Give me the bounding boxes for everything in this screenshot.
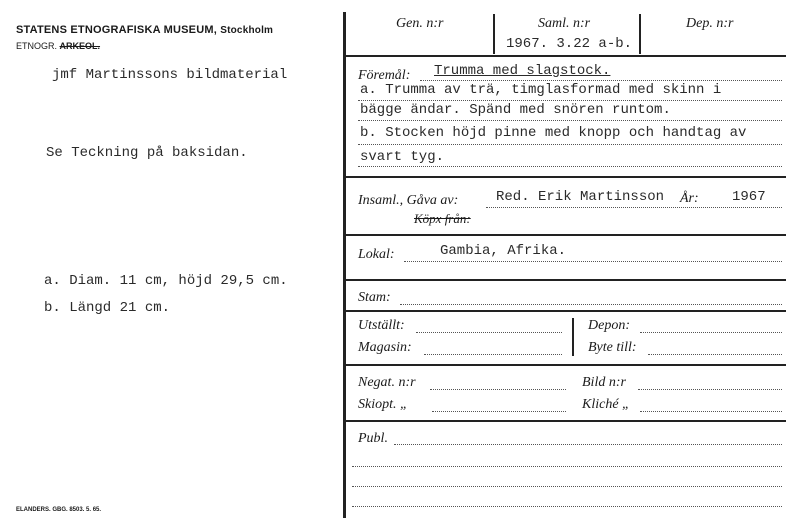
dotted-rule (420, 80, 782, 81)
dotted-rule (394, 444, 782, 445)
kliche-label: Kliché „ (582, 397, 630, 412)
foremal-value: Trumma med slagstock. (434, 63, 611, 79)
dotted-rule (430, 389, 566, 390)
museum-name: STATENS ETNOGRAFISKA MUSEUM, (16, 24, 217, 36)
museum-city: Stockholm (220, 25, 274, 36)
skiopt-label: Skiopt. „ (358, 397, 408, 412)
dotted-rule (648, 354, 782, 355)
negat-label: Negat. n:r (358, 375, 416, 390)
card-divider (343, 12, 346, 518)
department-line (16, 41, 100, 51)
dotted-rule (404, 261, 782, 262)
dotted-rule (358, 166, 782, 167)
publ-label: Publ. (358, 431, 388, 446)
utstallt-depon-divider (572, 318, 574, 356)
foremal-rule (346, 176, 786, 178)
dept-etnogr: ETNOGR. (16, 41, 58, 51)
foremal-desc-1: a. Trumma av trä, timglasformad med skinn i (360, 82, 722, 98)
skiopt-rule (346, 420, 786, 422)
foremal-desc-4: svart tyg. (360, 149, 445, 165)
dotted-rule (432, 411, 566, 412)
header-divider-1 (493, 14, 495, 54)
foremal-desc-3: b. Stocken höjd pinne med knopp och handtag av (360, 125, 747, 141)
saml-label: Saml. n:r (538, 16, 591, 31)
dotted-rule (358, 144, 782, 145)
lokal-label: Lokal: (358, 247, 395, 262)
lokal-rule (346, 279, 786, 281)
utstallt-label: Utställt: (358, 318, 405, 333)
dotted-rule (352, 506, 782, 507)
foremal-desc-2: bägge ändar. Spänd med snören runtom. (360, 102, 671, 118)
note-line-3: a. Diam. 11 cm, höjd 29,5 cm. (44, 273, 288, 289)
dotted-rule (424, 354, 562, 355)
foremal-label: Föremål: (358, 68, 411, 83)
dotted-rule (352, 486, 782, 487)
lokal-value: Gambia, Afrika. (440, 243, 567, 259)
header-rule (346, 55, 786, 57)
ar-value: 1967 (732, 189, 766, 205)
dotted-rule (358, 120, 782, 121)
insaml-rule (346, 234, 786, 236)
stam-label: Stam: (358, 290, 391, 305)
museum-header (16, 24, 273, 36)
byte-label: Byte till: (588, 340, 637, 355)
dotted-rule (358, 100, 782, 101)
note-line-2: Se Teckning på baksidan. (46, 145, 248, 161)
dotted-rule (486, 207, 782, 208)
saml-value: 1967. 3.22 a-b. (506, 36, 633, 52)
dotted-rule (640, 332, 782, 333)
header-divider-2 (639, 14, 641, 54)
dotted-rule (640, 411, 782, 412)
magasin-rule (346, 364, 786, 366)
dotted-rule (352, 466, 782, 467)
dotted-rule (400, 304, 782, 305)
stam-rule (346, 310, 786, 312)
dotted-rule (638, 389, 782, 390)
note-line-4: b. Längd 21 cm. (44, 300, 171, 316)
dep-label: Dep. n:r (686, 16, 734, 31)
bild-label: Bild n:r (582, 375, 626, 390)
dept-arkeol-struck: ARKEOL. (59, 41, 101, 51)
kop-fran-struck: Köpx från: (414, 211, 471, 226)
gen-label: Gen. n:r (396, 16, 444, 31)
magasin-label: Magasin: (358, 340, 412, 355)
dotted-rule (416, 332, 562, 333)
insaml-label: Insaml., Gåva av: (358, 193, 459, 208)
note-line-1: jmf Martinssons bildmaterial (52, 67, 288, 83)
insaml-value: Red. Erik Martinsson (496, 189, 665, 205)
depon-label: Depon: (588, 318, 630, 333)
printer-mark: ELANDERS. GBG. 8503. 5. 65. (16, 507, 102, 513)
ar-label: År: (680, 191, 699, 206)
